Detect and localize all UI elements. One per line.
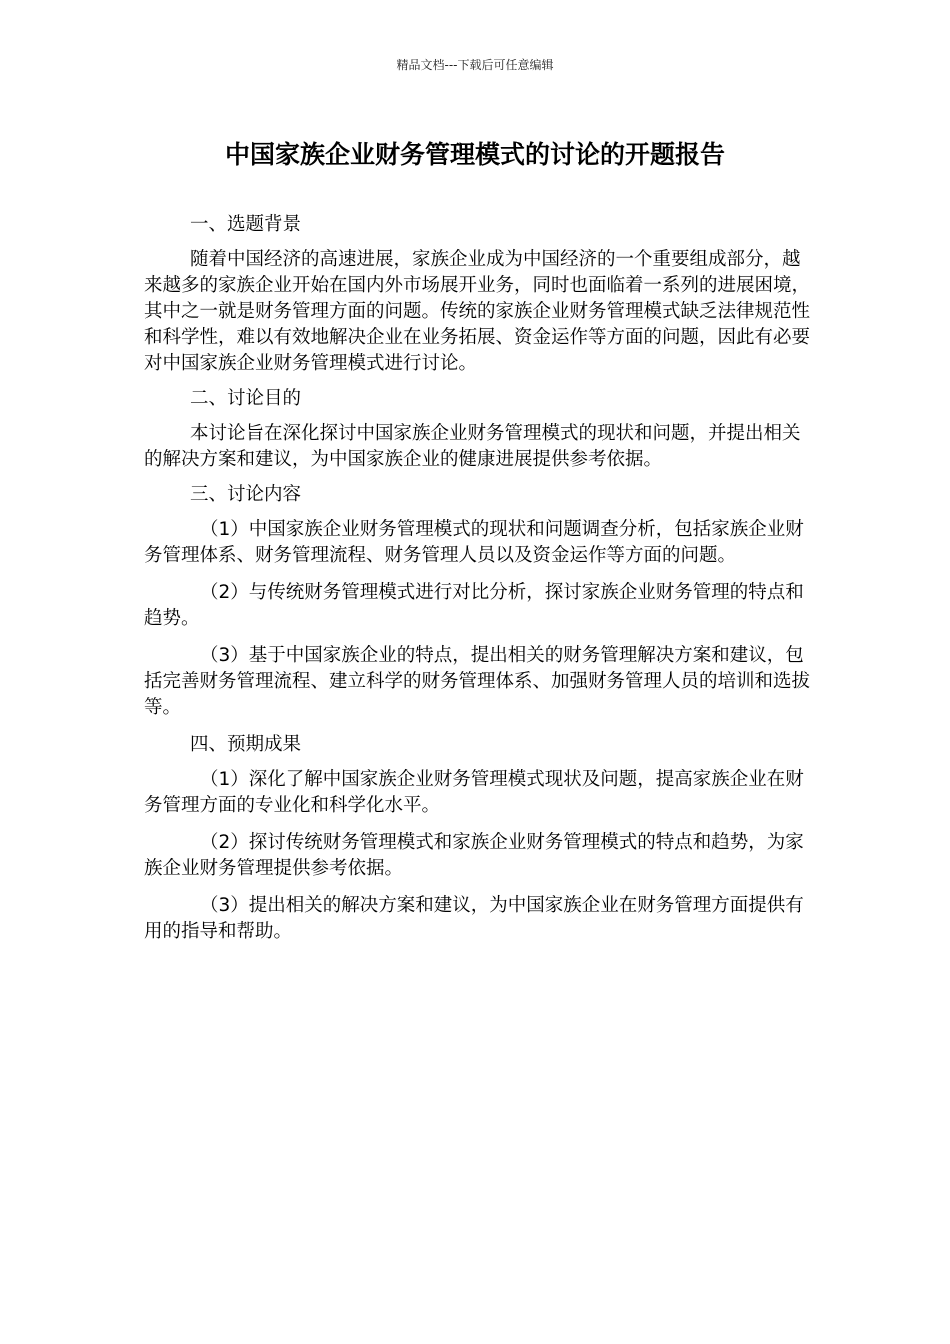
section-heading-background: 一、选题背景 [190, 214, 302, 235]
list-item: （2）与传统财务管理模式进行对比分析，探讨家族企业财务管理的特点和趋势。 [144, 582, 804, 629]
paragraph-purpose: 本讨论旨在深化探讨中国家族企业财务管理模式的现状和问题，并提出相关的解决方案和建议，为中国家族企业的健康进展提供参考依据。 [144, 423, 801, 470]
section-heading-purpose: 二、讨论目的 [190, 388, 302, 409]
section-heading-outcomes: 四、预期成果 [190, 734, 302, 755]
header-watermark: 精品文档---下载后可任意编辑 [396, 58, 554, 72]
list-item: （3）提出相关的解决方案和建议，为中国家族企业在财务管理方面提供有用的指导和帮助。 [144, 895, 804, 942]
list-item: （1）深化了解中国家族企业财务管理模式现状及问题，提高家族企业在财务管理方面的专业化和科学化水平。 [144, 769, 804, 816]
section-heading-content: 三、讨论内容 [190, 484, 302, 505]
paragraph-background: 随着中国经济的高速进展，家族企业成为中国经济的一个重要组成部分，越来越多的家族企业开始在国内外市场展开业务，同时也面临着一系列的进展困境，其中之一就是财务管理方面的问题。传统的家族企业财务管理模式缺乏法律规范性和科学性，难以有效地解决企业在业务拓展、资金运作等方面的问题，因此有必要对中国家族企业财务管理模式进行讨论。 [144, 249, 811, 374]
document-body [144, 212, 816, 956]
document-title: 中国家族企业财务管理模式的讨论的开题报告 [224, 140, 725, 169]
list-item: （3）基于中国家族企业的特点，提出相关的财务管理解决方案和建议，包括完善财务管理流程、建立科学的财务管理体系、加强财务管理人员的培训和选拔等。 [144, 645, 811, 718]
list-item: （1）中国家族企业财务管理模式的现状和问题调查分析，包括家族企业财务管理体系、财务管理流程、财务管理人员以及资金运作等方面的问题。 [144, 519, 804, 566]
list-item: （2）探讨传统财务管理模式和家族企业财务管理模式的特点和趋势，为家族企业财务管理提供参考依据。 [144, 832, 804, 879]
